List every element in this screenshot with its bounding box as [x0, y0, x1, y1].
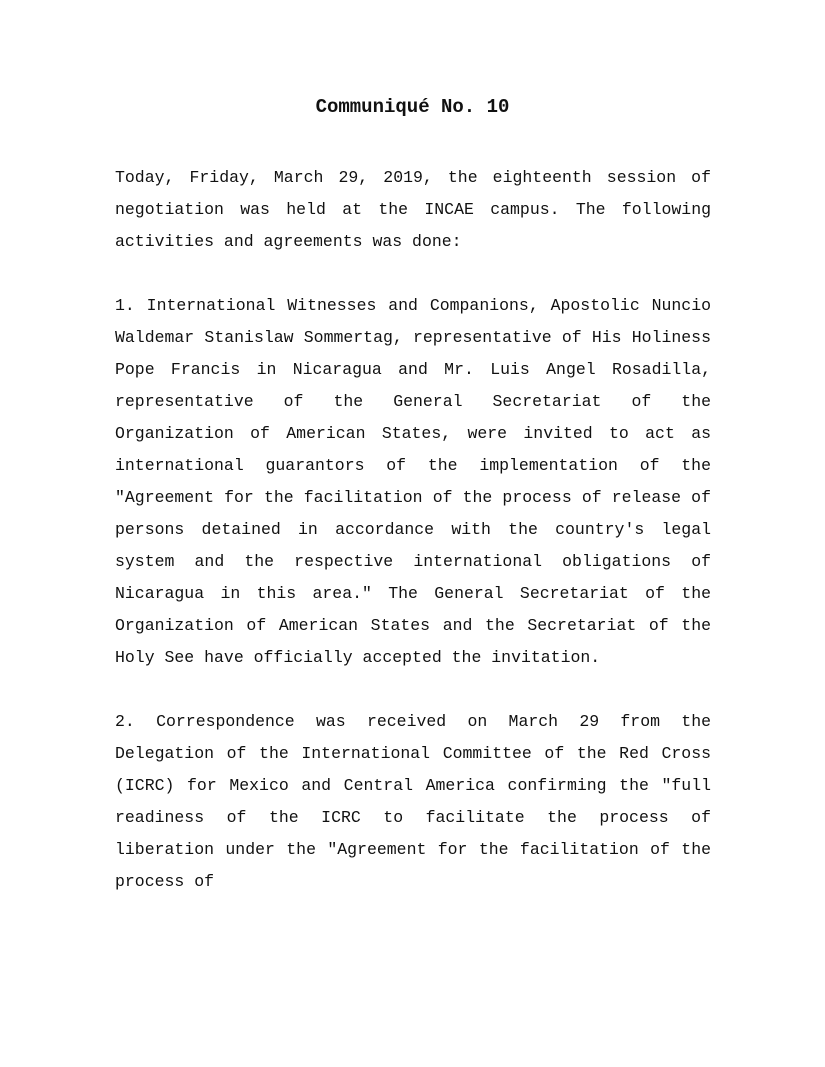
document-body [115, 162, 711, 930]
paragraph-item-1: 1. International Witnesses and Companions, Apostolic Nuncio Waldemar Stanislaw Sommertag, representative of His Holiness Pope Francis in Nicaragua and Mr. Luis Angel Rosadilla, representative of the General Secretariat of the Organization of American States, were invited to act as international guarantors of the implementation of the "Agreement for the facilitation of the process of release of persons detained in accordance with the country's legal system and the respective international obligations of Nicaragua in this area." The General Secretariat of the Organization of American States and the Secretariat of the Holy See have officially accepted the invitation. [115, 296, 711, 667]
paragraph-item-2: 2. Correspondence was received on March 29 from the Delegation of the International Committee of the Red Cross (ICRC) for Mexico and Central America confirming the "full readiness of the ICRC to facilitate the process of liberation under the "Agreement for the facilitation of the process of [115, 712, 711, 891]
document-title: Communiqué No. 10 [315, 96, 510, 118]
paragraph-intro: Today, Friday, March 29, 2019, the eighteenth session of negotiation was held at the INCAE campus. The following activities and agreements was done: [115, 168, 711, 251]
